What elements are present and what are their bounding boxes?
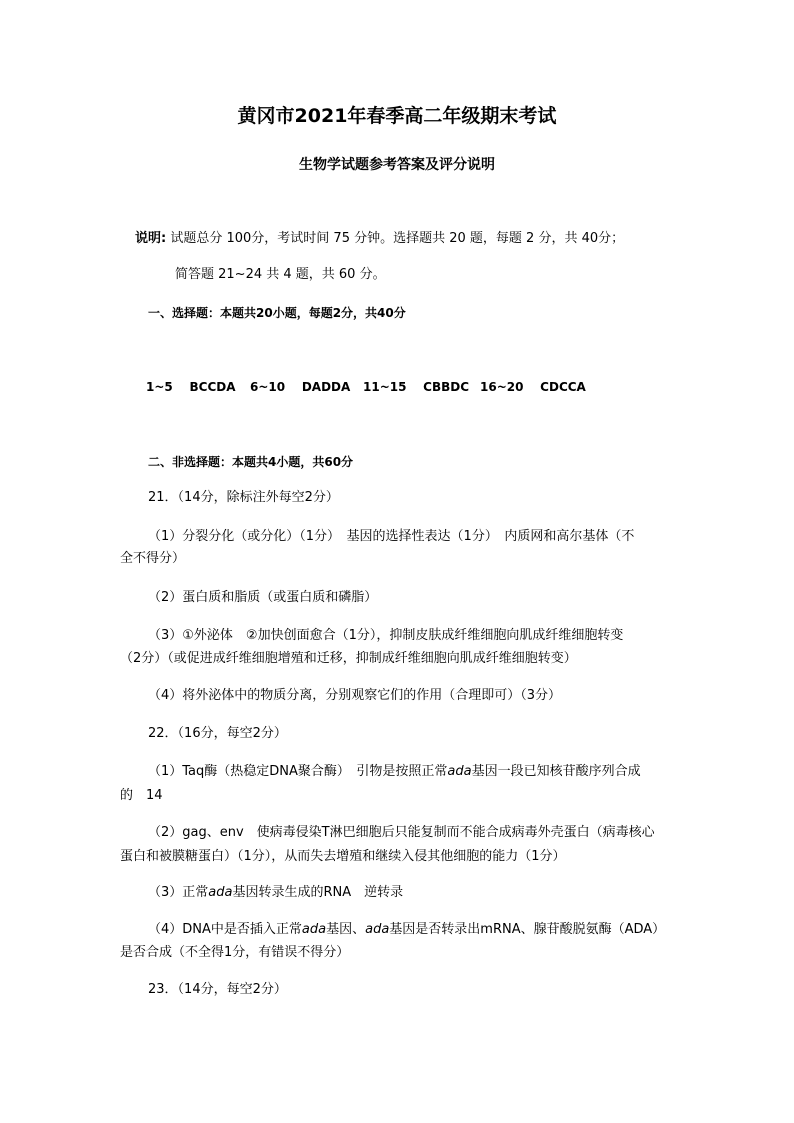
q22-a4-text-2: 基因、 [326, 922, 366, 937]
q22-a4-gene-2: ada [365, 922, 390, 937]
note-line-2: 简答题 21~24 共 4 题，共 60 分。 [175, 267, 386, 282]
section1-heading: 一、选择题：本题共20小题，每题2分，共40分 [148, 306, 406, 320]
section2-heading: 二、非选择题：本题共4小题，共60分 [148, 455, 354, 469]
q21-answer-3-line-2: （2分）（或促进成纤维细胞增殖和迁移，抑制成纤维细胞向肌成纤维细胞转变） [120, 651, 577, 666]
answer-key: CBBDC [423, 380, 470, 394]
answer-group-2 [250, 380, 350, 394]
note-text-1: 试题总分 100分，考试时间 75 分钟。选择题共 20 题，每题 2 分，共 40分； [170, 231, 625, 246]
q21-title: 21．（14分，除标注外每空2分） [148, 490, 339, 505]
q22-answer-2-line-1: （2）gag、env 使病毒侵染T淋巴细胞后只能复制而不能合成病毒外壳蛋白（病毒核心 [148, 825, 655, 840]
q22-a1-text-2: 基因一段已知核苷酸序列合成 [471, 764, 641, 779]
q21-answer-1-line-1: （1）分裂分化（或分化）（1分） 基因的选择性表达（1分） 内质网和高尔基体（不 [148, 529, 635, 544]
answer-key: CDCCA [540, 380, 586, 394]
answer-range: 6~10 [250, 380, 286, 394]
q22-a4-text-1: （4）DNA中是否插入正常 [148, 922, 302, 937]
q22-answer-1-line-2: 的 14 [120, 788, 163, 803]
answer-key: DADDA [301, 380, 351, 394]
q22-answer-2-line-2: 蛋白和被膜糖蛋白）（1分），从而失去增殖和继续入侵其他细胞的能力（1分） [120, 849, 566, 864]
q22-a4-text-3: 基因是否转录出mRNA、腺苷酸脱氨酶（ADA） [389, 922, 666, 937]
q23-title: 23．（14分，每空2分） [148, 982, 287, 997]
answer-group-3 [363, 380, 469, 394]
q22-answer-3 [148, 885, 403, 901]
answer-group-1 [146, 380, 236, 394]
q21-answer-1-line-2: 全不得分） [120, 551, 186, 566]
answer-key: BCCDA [189, 380, 236, 394]
page-subtitle: 生物学试题参考答案及评分说明 [299, 157, 495, 173]
q22-answer-4-line-1 [148, 922, 665, 938]
q21-answer-3-line-1: （3）①外泌体 ②加快创面愈合（1分），抑制皮肤成纤维细胞向肌成纤维细胞转变 [148, 628, 624, 643]
q22-a3-text-1: （3）正常 [148, 885, 209, 900]
q22-answer-4-line-2: 是否合成（不全得1分，有错误不得分） [120, 945, 350, 960]
q22-a3-gene: ada [208, 885, 233, 900]
answer-group-4 [480, 380, 586, 394]
answer-range: 11~15 [363, 380, 407, 394]
note-label: 说明: [135, 231, 167, 246]
q22-title: 22．（16分，每空2分） [148, 726, 287, 741]
note-line-1 [135, 231, 624, 247]
q22-a1-gene: ada [447, 764, 472, 779]
q22-a1-text-1: （1）Taq酶（热稳定DNA聚合酶） 引物是按照正常 [148, 764, 448, 779]
q21-answer-2: （2）蛋白质和脂质（或蛋白质和磷脂） [148, 590, 378, 605]
q22-a4-gene-1: ada [301, 922, 327, 937]
q22-answer-1-line-1 [148, 764, 641, 780]
answer-range: 1~5 [146, 380, 173, 394]
q21-answer-4: （4）将外泌体中的物质分离，分别观察它们的作用（合理即可）（3分） [148, 688, 562, 703]
answer-range: 16~20 [480, 380, 524, 394]
page-title: 黄冈市2021年春季高二年级期末考试 [237, 105, 557, 127]
q22-a3-text-2: 基因转录生成的RNA 逆转录 [232, 885, 404, 900]
